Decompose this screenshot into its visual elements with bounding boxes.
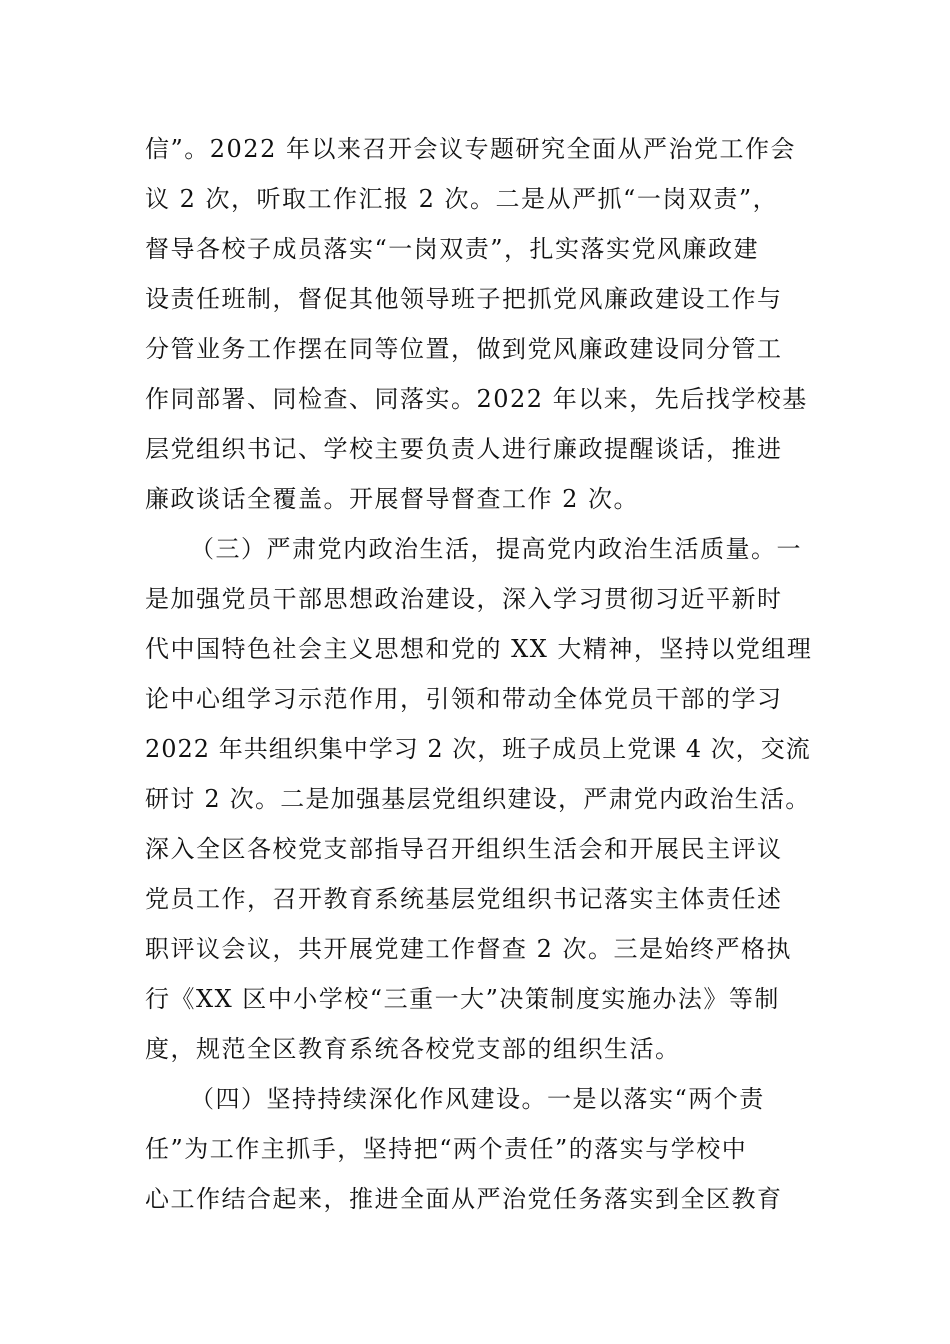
- paragraph-heading-3: （三）严肃党内政治生活，提高党内政治生活质量。一: [190, 535, 802, 563]
- text-line: 督导各校子成员落实“一岗双责”，扎实落实党风廉政建: [145, 235, 760, 263]
- text-line: 行《XX 区中小学校“三重一大”决策制度实施办法》等制: [145, 985, 780, 1013]
- text-line: 2022 年共组织集中学习 2 次，班子成员上党课 4 次，交流: [145, 735, 811, 763]
- text-line: 信”。2022 年以来召开会议专题研究全面从严治党工作会: [145, 135, 796, 163]
- text-line: 度，规范全区教育系统各校党支部的组织生活。: [145, 1035, 681, 1063]
- text-line: 任”为工作主抓手，坚持把“两个责任”的落实与学校中: [145, 1135, 748, 1163]
- text-line: 设责任班制，督促其他领导班子把抓党风廉政建设工作与: [145, 285, 783, 313]
- text-line: 研讨 2 次。二是加强基层党组织建设，严肃党内政治生活。: [145, 785, 811, 813]
- text-line: 分管业务工作摆在同等位置，做到党风廉政建设同分管工: [145, 335, 783, 363]
- text-line: 廉政谈话全覆盖。开展督导督查工作 2 次。: [145, 485, 640, 513]
- text-line: 是加强党员干部思想政治建设，深入学习贯彻习近平新时: [145, 585, 783, 613]
- text-line: 职评议会议，共开展党建工作督查 2 次。三是始终严格执: [145, 935, 793, 963]
- text-line: 作同部署、同检查、同落实。2022 年以来，先后找学校基: [145, 385, 808, 413]
- text-line: 议 2 次，听取工作汇报 2 次。二是从严抓“一岗双责”，: [145, 185, 779, 213]
- text-line: 心工作结合起来，推进全面从严治党任务落实到全区教育: [145, 1185, 783, 1213]
- text-line: 党员工作，召开教育系统基层党组织书记落实主体责任述: [145, 885, 783, 913]
- text-line: 论中心组学习示范作用，引领和带动全体党员干部的学习: [145, 685, 783, 713]
- text-line: 深入全区各校党支部指导召开组织生活会和开展民主评议: [145, 835, 783, 863]
- text-line: 代中国特色社会主义思想和党的 XX 大精神，坚持以党组理: [145, 635, 813, 663]
- paragraph-heading-4: （四）坚持持续深化作风建设。一是以落实“两个责: [190, 1085, 765, 1113]
- text-line: 层党组织书记、学校主要负责人进行廉政提醒谈话，推进: [145, 435, 783, 463]
